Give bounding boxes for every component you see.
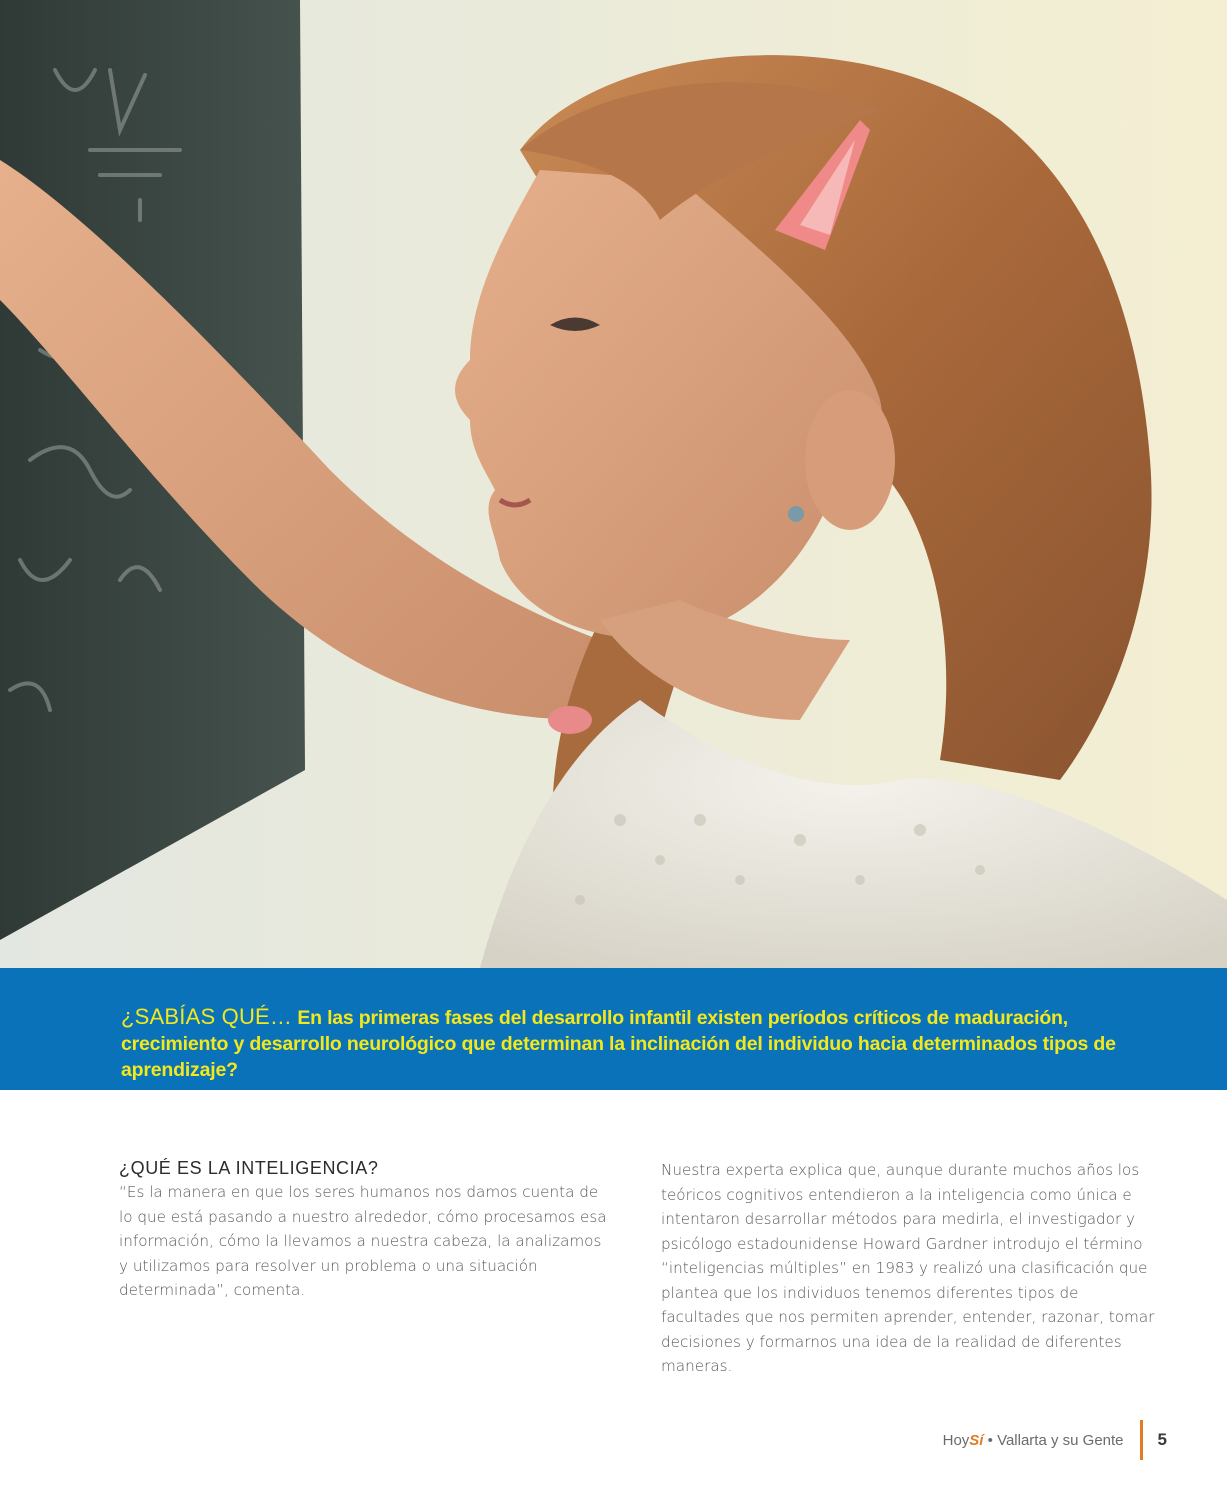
brand-suffix: • Vallarta y su Gente xyxy=(983,1431,1124,1449)
article-left-column xyxy=(119,1156,609,1303)
article-right-column xyxy=(661,1158,1156,1379)
page-footer xyxy=(943,1420,1167,1460)
did-you-know-banner xyxy=(0,968,1227,1090)
page-number: 5 xyxy=(1157,1430,1167,1449)
banner-lead: ¿SABÍAS QUÉ… xyxy=(121,1004,293,1029)
brand-accent: Sí xyxy=(969,1431,984,1449)
banner-body: En las primeras fases del desarrollo infantil existen períodos críticos de maduración, crecimiento y desarrollo neurológico que determinan la inclinación del individuo hacia determinados tipos de aprendizaje? xyxy=(121,1007,1116,1081)
left-paragraph: “Es la manera en que los seres humanos nos damos cuenta de lo que está pasando a nuestro alrededor, cómo procesamos esa información, cómo la llevamos a nuestra cabeza, la analizamos y utilizamos para resolver un problema o una situación determinada”, comenta. xyxy=(119,1183,607,1299)
section-heading: ¿QUÉ ES LA INTELIGENCIA? xyxy=(119,1158,379,1178)
publication-name xyxy=(943,1432,1124,1449)
brand-prefix: Hoy xyxy=(942,1431,970,1449)
footer-divider xyxy=(1140,1420,1143,1460)
banner-text xyxy=(121,1004,1167,1083)
right-paragraph: Nuestra experta explica que, aunque durante muchos años los teóricos cognitivos entendieron a la inteligencia como única e intentaron desarrollar métodos para medirla, el investigador y psicólogo estadounidense Howard Gardner introdujo el término “inteligencias múltiples” en 1983 y realizó una clasificación que plantea que los individuos tenemos diferentes tipos de facultades que nos permiten aprender, entender, razonar, tomar decisiones y formarnos una idea de la realidad de diferentes maneras. xyxy=(661,1161,1155,1375)
